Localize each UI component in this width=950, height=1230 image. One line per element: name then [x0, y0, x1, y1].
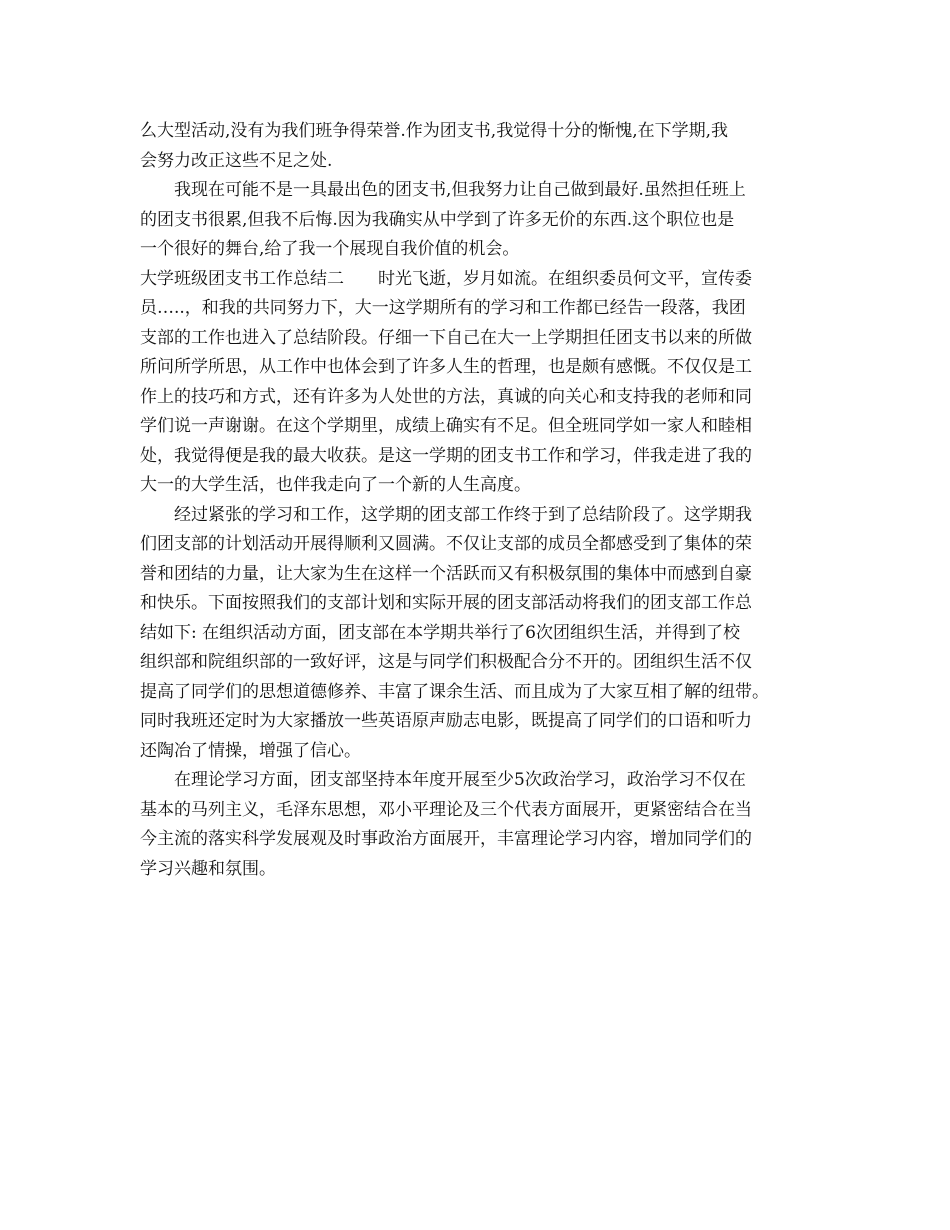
paragraph-4 [140, 501, 830, 767]
text-line: 结如下: 在组织活动方面，团支部在本学期共举行了6次团组织生活，并得到了校 [140, 622, 740, 643]
text-line: 会努力改正这些不足之处. [140, 150, 333, 171]
text-line: 在理论学习方面，团支部坚持本年度开展至少5次政治学习，政治学习不仅在 [174, 770, 746, 790]
text-line: 学们说一声谢谢。在这个学期里，成绩上确实有不足。但全班同学如一家人和睦相 [140, 416, 752, 436]
section-heading-line: 大学班级团支书工作总结二 时光飞逝，岁月如流。在组织委员何文平，宣传委 [140, 268, 752, 289]
text-line: 员…..，和我的共同努力下，大一这学期所有的学习和工作都已经告一段落，我团 [140, 298, 746, 318]
text-line: 学习兴趣和氛围。 [140, 858, 276, 879]
paragraph-5 [140, 766, 830, 884]
paragraph-2 [140, 176, 830, 265]
text-line: 经过紧张的学习和工作，这学期的团支部工作终于到了总结阶段了。这学期我 [174, 504, 752, 525]
text-line: 同时我班还定时为大家播放一些英语原声励志电影，既提高了同学们的口语和听力 [140, 711, 752, 731]
paragraph-3 [140, 265, 830, 501]
text-line: 今主流的落实科学发展观及时事政治方面展开，丰富理论学习内容，增加同学们的 [140, 829, 752, 849]
text-line: 们团支部的计划活动开展得顺利又圆满。不仅让支部的成员全都感受到了集体的荣 [140, 534, 752, 554]
text-line: 么大型活动,没有为我们班争得荣誉.作为团支书,我觉得十分的惭愧,在下学期,我 [140, 121, 729, 141]
text-line: 提高了同学们的思想道德修养、丰富了课余生活、而且成为了大家互相了解的纽带。 [140, 681, 769, 702]
text-line: 和快乐。下面按照我们的支部计划和实际开展的团支部活动将我们的团支部工作总 [140, 593, 752, 613]
text-line: 所问所学所思，从工作中也体会到了许多人生的哲理，也是颇有感慨。不仅仅是工 [140, 357, 752, 377]
text-line: 作上的技巧和方式，还有许多为人处世的方法，真诚的向关心和支持我的老师和同 [140, 386, 752, 407]
text-line: 支部的工作也进入了总结阶段。仔细一下自己在大一上学期担任团支书以来的所做 [140, 327, 752, 348]
text-line: 大一的大学生活，也伴我走向了一个新的人生高度。 [140, 475, 531, 495]
paragraph-1 [140, 117, 830, 176]
document-body [140, 117, 830, 884]
text-line: 我现在可能不是一具最出色的团支书,但我努力让自己做到最好.虽然担任班上 [174, 180, 746, 200]
text-line: 还陶冶了情操，增强了信心。 [140, 740, 361, 761]
text-line: 基本的马列主义，毛泽东思想，邓小平理论及三个代表方面展开，更紧密结合在当 [140, 799, 752, 820]
text-line: 的团支书很累,但我不后悔.因为我确实从中学到了许多无价的东西.这个职位也是 [140, 209, 735, 230]
text-line: 誉和团结的力量，让大家为生在这样一个活跃而又有积极氛围的集体中而感到自豪 [140, 563, 752, 584]
text-line: 处，我觉得便是我的最大收获。是这一学期的团支书工作和学习，伴我走进了我的 [140, 445, 752, 466]
text-line: 组织部和院组织部的一致好评，这是与同学们积极配合分不开的。团组织生活不仅 [140, 652, 752, 672]
text-line: 一个很好的舞台,给了我一个展现自我价值的机会。 [140, 239, 520, 259]
